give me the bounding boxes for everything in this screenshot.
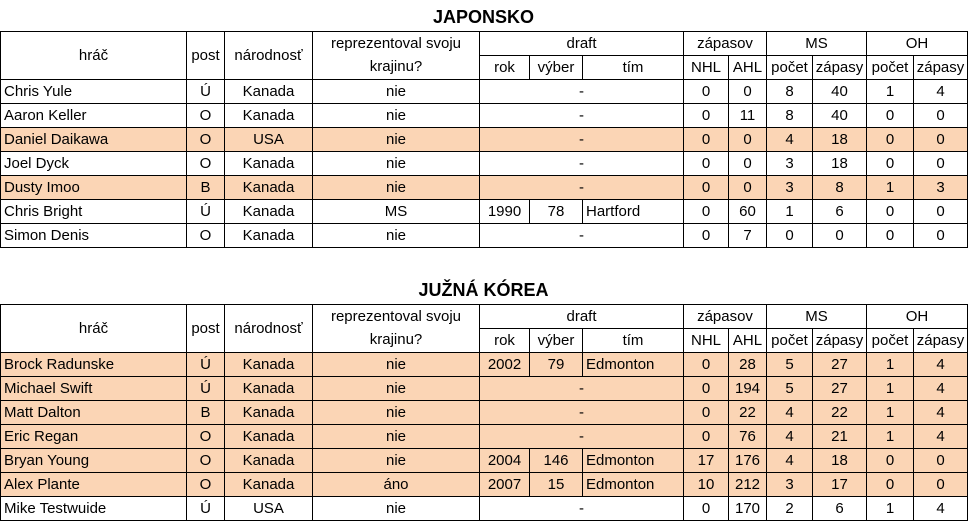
player-name: Mike Testwuide: [1, 497, 187, 521]
player-name: Dusty Imoo: [1, 176, 187, 200]
player-nationality: Kanada: [225, 224, 313, 248]
table-row: [1, 80, 968, 104]
ms-count: 4: [767, 425, 813, 449]
ms-games: 18: [813, 152, 867, 176]
player-name: Bryan Young: [1, 449, 187, 473]
col-header-draft-pick: výber: [530, 56, 583, 80]
player-represented: nie: [313, 425, 480, 449]
table-row: [1, 176, 968, 200]
ms-count: 4: [767, 401, 813, 425]
games-nhl: 0: [684, 401, 729, 425]
draft-empty: -: [480, 104, 684, 128]
table-row: [1, 497, 968, 521]
player-represented: áno: [313, 473, 480, 497]
col-header-draft-year: rok: [480, 329, 530, 353]
oh-count: 0: [867, 449, 914, 473]
draft-empty: -: [480, 401, 684, 425]
player-name: Chris Yule: [1, 80, 187, 104]
ms-games: 17: [813, 473, 867, 497]
ms-count: 3: [767, 176, 813, 200]
games-nhl: 0: [684, 377, 729, 401]
draft-year: 2007: [480, 473, 530, 497]
oh-count: 0: [867, 224, 914, 248]
games-nhl: 0: [684, 176, 729, 200]
ms-games: 18: [813, 449, 867, 473]
games-ahl: 0: [729, 152, 767, 176]
col-header-games: zápasov: [684, 305, 767, 329]
col-header-draft-year: rok: [480, 56, 530, 80]
table-row: [1, 353, 968, 377]
player-post: O: [187, 152, 225, 176]
draft-year: 1990: [480, 200, 530, 224]
oh-games: 4: [914, 497, 968, 521]
oh-games: 4: [914, 377, 968, 401]
player-name: Aaron Keller: [1, 104, 187, 128]
games-nhl: 0: [684, 152, 729, 176]
col-header-nationality: národnosť: [225, 305, 313, 353]
oh-count: 1: [867, 176, 914, 200]
player-represented: MS: [313, 200, 480, 224]
player-post: O: [187, 224, 225, 248]
player-post: Ú: [187, 377, 225, 401]
table-row: [1, 200, 968, 224]
player-nationality: Kanada: [225, 473, 313, 497]
col-header-draft-team: tím: [583, 56, 684, 80]
col-header-post: post: [187, 305, 225, 353]
player-name: Daniel Daikawa: [1, 128, 187, 152]
oh-games: 0: [914, 128, 968, 152]
col-header-represented-cont: krajinu?: [313, 56, 480, 80]
player-name: Joel Dyck: [1, 152, 187, 176]
ms-count: 5: [767, 353, 813, 377]
oh-games: 0: [914, 104, 968, 128]
draft-pick: 146: [530, 449, 583, 473]
games-nhl: 0: [684, 80, 729, 104]
draft-year: 2004: [480, 449, 530, 473]
ms-games: 27: [813, 353, 867, 377]
player-name: Brock Radunske: [1, 353, 187, 377]
col-header-represented: reprezentoval svoju: [313, 32, 480, 56]
ms-count: 0: [767, 224, 813, 248]
ms-count: 1: [767, 200, 813, 224]
oh-count: 1: [867, 377, 914, 401]
games-nhl: 0: [684, 353, 729, 377]
player-post: B: [187, 401, 225, 425]
draft-team: Hartford: [583, 200, 684, 224]
oh-count: 0: [867, 104, 914, 128]
draft-team: Edmonton: [583, 473, 684, 497]
draft-year: 2002: [480, 353, 530, 377]
oh-count: 0: [867, 473, 914, 497]
player-post: O: [187, 449, 225, 473]
col-header-oh: OH: [867, 305, 968, 329]
oh-count: 0: [867, 128, 914, 152]
ms-games: 6: [813, 497, 867, 521]
oh-games: 4: [914, 353, 968, 377]
col-header-oh-games: zápasy: [914, 56, 968, 80]
table-row: [1, 401, 968, 425]
player-represented: nie: [313, 377, 480, 401]
draft-team: Edmonton: [583, 353, 684, 377]
games-ahl: 28: [729, 353, 767, 377]
player-nationality: USA: [225, 128, 313, 152]
player-nationality: Kanada: [225, 152, 313, 176]
player-represented: nie: [313, 176, 480, 200]
player-post: Ú: [187, 497, 225, 521]
player-nationality: Kanada: [225, 200, 313, 224]
ms-count: 3: [767, 473, 813, 497]
player-post: O: [187, 425, 225, 449]
oh-games: 4: [914, 401, 968, 425]
ms-count: 5: [767, 377, 813, 401]
col-header-ms-games: zápasy: [813, 56, 867, 80]
games-ahl: 194: [729, 377, 767, 401]
col-header-oh-count: počet: [867, 56, 914, 80]
games-nhl: 0: [684, 497, 729, 521]
player-name: Michael Swift: [1, 377, 187, 401]
player-post: O: [187, 128, 225, 152]
player-represented: nie: [313, 449, 480, 473]
header-row: [1, 32, 968, 56]
player-nationality: Kanada: [225, 377, 313, 401]
player-represented: nie: [313, 104, 480, 128]
oh-games: 0: [914, 224, 968, 248]
oh-count: 1: [867, 497, 914, 521]
ms-games: 22: [813, 401, 867, 425]
oh-games: 3: [914, 176, 968, 200]
draft-empty: -: [480, 425, 684, 449]
draft-empty: -: [480, 377, 684, 401]
player-post: B: [187, 176, 225, 200]
col-header-player: hráč: [1, 305, 187, 353]
games-nhl: 0: [684, 224, 729, 248]
player-nationality: USA: [225, 497, 313, 521]
col-header-ms-count: počet: [767, 56, 813, 80]
player-nationality: Kanada: [225, 176, 313, 200]
games-ahl: 0: [729, 176, 767, 200]
col-header-nhl: NHL: [684, 329, 729, 353]
col-header-represented: reprezentoval svoju: [313, 305, 480, 329]
player-name: Matt Dalton: [1, 401, 187, 425]
games-ahl: 11: [729, 104, 767, 128]
player-represented: nie: [313, 497, 480, 521]
col-header-games: zápasov: [684, 32, 767, 56]
player-represented: nie: [313, 401, 480, 425]
col-header-draft: draft: [480, 32, 684, 56]
games-nhl: 0: [684, 425, 729, 449]
col-header-player: hráč: [1, 32, 187, 80]
oh-count: 1: [867, 80, 914, 104]
draft-empty: -: [480, 224, 684, 248]
games-ahl: 7: [729, 224, 767, 248]
games-nhl: 17: [684, 449, 729, 473]
games-ahl: 170: [729, 497, 767, 521]
table-row: [1, 449, 968, 473]
col-header-nationality: národnosť: [225, 32, 313, 80]
games-ahl: 76: [729, 425, 767, 449]
table-row: [1, 377, 968, 401]
oh-count: 0: [867, 152, 914, 176]
col-header-ahl: AHL: [729, 56, 767, 80]
draft-team: Edmonton: [583, 449, 684, 473]
col-header-draft: draft: [480, 305, 684, 329]
player-nationality: Kanada: [225, 353, 313, 377]
ms-count: 4: [767, 128, 813, 152]
player-nationality: Kanada: [225, 449, 313, 473]
ms-count: 8: [767, 104, 813, 128]
games-nhl: 0: [684, 128, 729, 152]
col-header-represented-cont: krajinu?: [313, 329, 480, 353]
section-title: JUŽNÁ KÓREA: [418, 280, 549, 300]
roster-table: [0, 31, 968, 248]
col-header-oh-games: zápasy: [914, 329, 968, 353]
col-header-ms: MS: [767, 305, 867, 329]
player-nationality: Kanada: [225, 401, 313, 425]
player-represented: nie: [313, 353, 480, 377]
oh-games: 0: [914, 449, 968, 473]
games-nhl: 0: [684, 200, 729, 224]
table-row: [1, 128, 968, 152]
col-header-oh-count: počet: [867, 329, 914, 353]
games-ahl: 60: [729, 200, 767, 224]
col-header-ms-count: počet: [767, 329, 813, 353]
oh-games: 4: [914, 425, 968, 449]
player-post: O: [187, 473, 225, 497]
games-ahl: 22: [729, 401, 767, 425]
draft-empty: -: [480, 497, 684, 521]
draft-pick: 15: [530, 473, 583, 497]
draft-pick: 78: [530, 200, 583, 224]
ms-games: 6: [813, 200, 867, 224]
player-post: O: [187, 104, 225, 128]
draft-empty: -: [480, 152, 684, 176]
draft-pick: 79: [530, 353, 583, 377]
player-name: Chris Bright: [1, 200, 187, 224]
player-represented: nie: [313, 224, 480, 248]
games-nhl: 10: [684, 473, 729, 497]
oh-games: 0: [914, 473, 968, 497]
games-ahl: 0: [729, 80, 767, 104]
draft-empty: -: [480, 128, 684, 152]
games-ahl: 212: [729, 473, 767, 497]
ms-count: 3: [767, 152, 813, 176]
header-row: [1, 305, 968, 329]
oh-count: 1: [867, 353, 914, 377]
col-header-draft-pick: výber: [530, 329, 583, 353]
table-row: [1, 104, 968, 128]
col-header-ms: MS: [767, 32, 867, 56]
games-ahl: 176: [729, 449, 767, 473]
ms-count: 4: [767, 449, 813, 473]
draft-empty: -: [480, 176, 684, 200]
oh-count: 1: [867, 425, 914, 449]
ms-games: 8: [813, 176, 867, 200]
player-represented: nie: [313, 80, 480, 104]
col-header-draft-team: tím: [583, 329, 684, 353]
player-nationality: Kanada: [225, 104, 313, 128]
player-name: Eric Regan: [1, 425, 187, 449]
table-row: [1, 473, 968, 497]
player-nationality: Kanada: [225, 425, 313, 449]
ms-count: 8: [767, 80, 813, 104]
games-ahl: 0: [729, 128, 767, 152]
ms-games: 18: [813, 128, 867, 152]
player-name: Alex Plante: [1, 473, 187, 497]
player-post: Ú: [187, 200, 225, 224]
col-header-nhl: NHL: [684, 56, 729, 80]
oh-games: 4: [914, 80, 968, 104]
section-title: JAPONSKO: [432, 7, 535, 27]
oh-count: 1: [867, 401, 914, 425]
player-represented: nie: [313, 128, 480, 152]
table-row: [1, 152, 968, 176]
player-represented: nie: [313, 152, 480, 176]
player-name: Simon Denis: [1, 224, 187, 248]
draft-empty: -: [480, 80, 684, 104]
col-header-ms-games: zápasy: [813, 329, 867, 353]
player-post: Ú: [187, 353, 225, 377]
ms-games: 40: [813, 80, 867, 104]
games-nhl: 0: [684, 104, 729, 128]
roster-table: [0, 304, 968, 521]
oh-count: 0: [867, 200, 914, 224]
ms-games: 40: [813, 104, 867, 128]
table-row: [1, 425, 968, 449]
oh-games: 0: [914, 152, 968, 176]
col-header-post: post: [187, 32, 225, 80]
col-header-oh: OH: [867, 32, 968, 56]
ms-games: 27: [813, 377, 867, 401]
player-post: Ú: [187, 80, 225, 104]
col-header-ahl: AHL: [729, 329, 767, 353]
ms-count: 2: [767, 497, 813, 521]
table-row: [1, 224, 968, 248]
player-nationality: Kanada: [225, 80, 313, 104]
ms-games: 21: [813, 425, 867, 449]
oh-games: 0: [914, 200, 968, 224]
ms-games: 0: [813, 224, 867, 248]
